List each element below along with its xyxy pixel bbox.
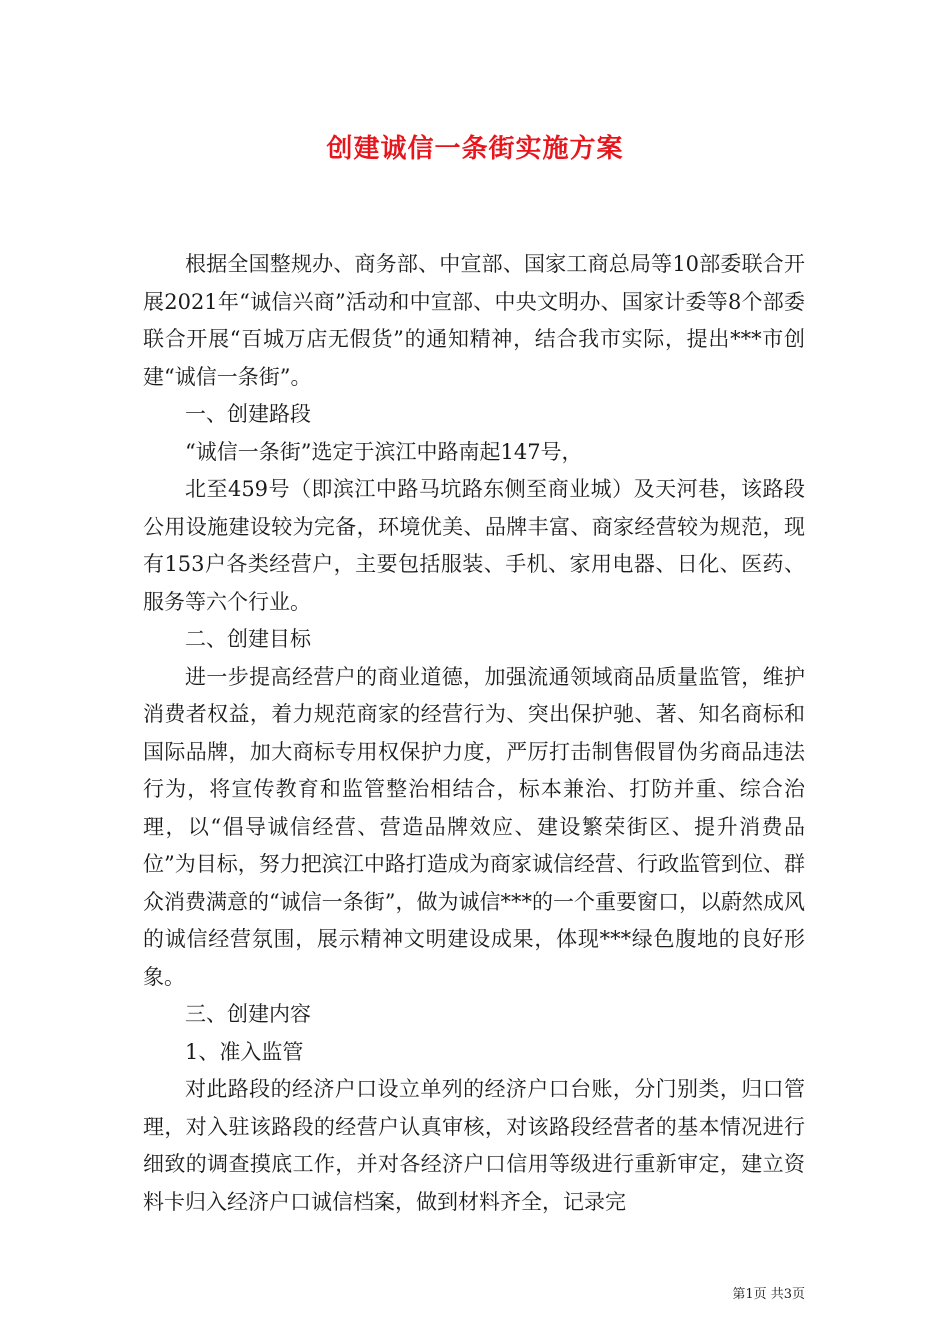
paragraph: 北至459号（即滨江中路马坑路东侧至商业城）及天河巷，该路段公用设施建设较为完备，环境优美、品牌丰富、商家经营较为规范，现有153户各类经营户，主要包括服装、手机、家用电器、日化、医药、服务等六个行业。 [143, 477, 805, 614]
paragraph: 对此路段的经济户口设立单列的经济户口台账，分门别类，归口管理，对入驻该路段的经营户认真审核，对该路段经营者的基本情况进行细致的调查摸底工作，并对各经济户口信用等级进行重新审定，建立资料卡归入经济户口诚信档案，做到材料齐全，记录完 [143, 1077, 805, 1214]
document-body [143, 246, 805, 1221]
section-heading: 一、创建路段 [185, 402, 311, 426]
paragraph: “诚信一条街”选定于滨江中路南起147号， [185, 439, 583, 464]
document-title: 创建诚信一条街实施方案 [326, 134, 624, 164]
section-heading: 二、创建目标 [185, 627, 311, 651]
section-heading: 三、创建内容 [185, 1002, 311, 1026]
subsection-heading: 1、准入监管 [185, 1039, 304, 1064]
paragraph: 根据全国整规办、商务部、中宣部、国家工商总局等10部委联合开展2021年“诚信兴商”活动和中宣部、中央文明办、国家计委等8个部委联合开展“百城万店无假货”的通知精神，结合我市实际，提出***市创建“诚信一条街”。 [143, 252, 805, 389]
paragraph: 进一步提高经营户的商业道德，加强流通领域商品质量监管，维护消费者权益，着力规范商家的经营行为、突出保护驰、著、知名商标和国际品牌，加大商标专用权保护力度，严厉打击制售假冒伪劣商品违法行为，将宣传教育和监管整治相结合，标本兼治、打防并重、综合治理，以“倡导诚信经营、营造品牌效应、建设繁荣街区、提升消费品位”为目标，努力把滨江中路打造成为商家诚信经营、行政监管到位、群众消费满意的“诚信一条街”，做为诚信***的一个重要窗口，以蔚然成风的诚信经营氛围，展示精神文明建设成果，体现***绿色腹地的良好形象。 [143, 664, 805, 989]
page-number: 第1页 共3页 [732, 1287, 805, 1302]
